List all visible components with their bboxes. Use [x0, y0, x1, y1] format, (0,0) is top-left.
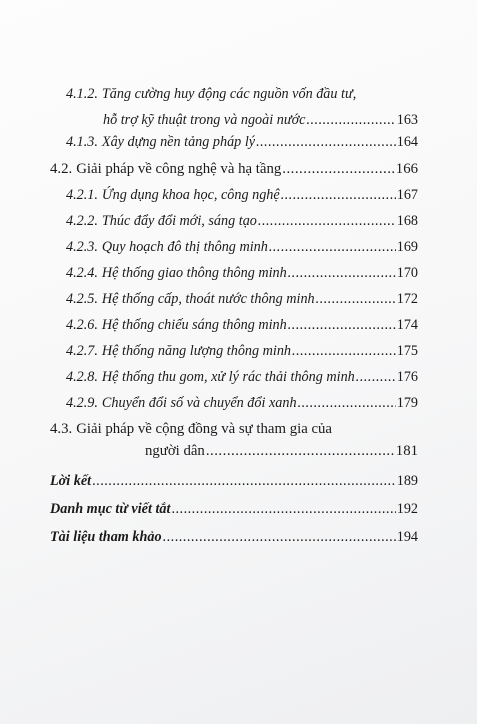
toc-page-number: 164: [396, 134, 418, 150]
toc-page-number: 167: [396, 187, 418, 203]
toc-leader-dots: [282, 159, 395, 179]
toc-number: 4.2.4.: [66, 265, 98, 281]
toc-entry-4-2-4: [66, 257, 418, 283]
toc-number: 4.2.1.: [66, 187, 98, 203]
toc-page-number: 179: [396, 395, 418, 411]
toc-number: 4.2.5.: [66, 291, 98, 307]
toc-number: 4.2.7.: [66, 343, 98, 359]
toc-entry-4-2: [50, 153, 418, 179]
toc-title: Tăng cường huy động các nguồn vốn đầu tư,: [101, 86, 357, 102]
toc-page-number: 175: [396, 343, 418, 359]
toc-number: 4.1.2.: [66, 86, 98, 102]
toc-entry-loi-ket: [50, 465, 418, 491]
toc-number: 4.2.6.: [66, 317, 98, 333]
toc-leader-dots: [316, 289, 396, 309]
toc-entry-4-2-6: [66, 309, 418, 335]
toc-leader-dots: [256, 132, 396, 152]
toc-leader-dots: [292, 341, 396, 361]
toc-entry-4-1-3: [66, 126, 418, 152]
toc-page-number: 172: [396, 291, 418, 307]
toc-page-number: 176: [396, 369, 418, 385]
toc-entry-4-2-9: [66, 387, 418, 413]
toc-page-number: 163: [396, 112, 418, 128]
toc-number: 4.1.3.: [66, 134, 98, 150]
toc-entry-4-2-2: [66, 205, 418, 231]
toc-number: 4.2.9.: [66, 395, 98, 411]
toc-number: 4.2.8.: [66, 369, 98, 385]
toc-leader-dots: [356, 367, 396, 387]
toc-title: Hệ thống năng lượng thông minh: [101, 343, 292, 359]
toc-entry-4-1-2: [66, 78, 418, 130]
toc-page-number: 174: [396, 317, 418, 333]
toc-number: 4.3.: [50, 421, 73, 437]
toc-number: 4.2.: [50, 161, 73, 177]
toc-entry-4-3: [50, 413, 418, 461]
toc-title: Giải pháp về cộng đồng và sự tham gia của: [76, 421, 332, 437]
toc-entry-4-2-5: [66, 283, 418, 309]
toc-page-number: 181: [395, 443, 418, 459]
toc-title: Chuyển đổi số và chuyển đổi xanh: [101, 395, 297, 411]
toc-title: Hệ thống giao thông thông minh: [101, 265, 287, 281]
toc-title: Hệ thống thu gom, xử lý rác thải thông minh: [101, 369, 355, 385]
toc-number: 4.2.3.: [66, 239, 98, 255]
toc-page-number: 192: [396, 501, 418, 517]
toc-leader-dots: [298, 393, 396, 413]
toc-leader-dots: [171, 499, 395, 519]
toc-leader-dots: [269, 237, 396, 257]
toc-page-number: 166: [395, 161, 418, 177]
toc-leader-dots: [288, 315, 396, 335]
toc-entry-4-2-7: [66, 335, 418, 361]
toc-title-continued: hỗ trợ kỹ thuật trong và ngoài nước: [103, 112, 306, 128]
toc-page-number: 170: [396, 265, 418, 281]
toc-page-number: 168: [396, 213, 418, 229]
toc-title: Danh mục từ viết tắt: [50, 501, 171, 517]
toc-title: Giải pháp về công nghệ và hạ tầng: [76, 161, 282, 177]
toc-title: Lời kết: [50, 473, 92, 489]
toc-page-number: 194: [396, 529, 418, 545]
toc-title: Thúc đẩy đổi mới, sáng tạo: [101, 213, 257, 229]
toc-entry-tai-lieu: [50, 521, 418, 547]
toc-leader-dots: [258, 211, 396, 231]
toc-leader-dots: [163, 527, 396, 547]
toc-title: Xây dựng nền tảng pháp lý: [101, 134, 256, 150]
toc-entry-danh-muc: [50, 493, 418, 519]
toc-entry-4-2-8: [66, 361, 418, 387]
toc-leader-dots: [281, 185, 396, 205]
toc-title: Ứng dụng khoa học, công nghệ: [101, 187, 280, 203]
toc-entry-4-2-3: [66, 231, 418, 257]
toc-title-continued: người dân: [145, 443, 205, 459]
toc-page-number: 189: [396, 473, 418, 489]
toc-leader-dots: [288, 263, 396, 283]
toc-page-number: 169: [396, 239, 418, 255]
toc-entry-4-2-1: [66, 179, 418, 205]
toc-title: Hệ thống cấp, thoát nước thông minh: [101, 291, 315, 307]
toc-number: 4.2.2.: [66, 213, 98, 229]
toc-title: Quy hoạch đô thị thông minh: [101, 239, 268, 255]
toc-leader-dots: [206, 441, 395, 461]
toc-title: Hệ thống chiếu sáng thông minh: [101, 317, 287, 333]
toc-title: Tài liệu tham khảo: [50, 529, 162, 545]
toc-leader-dots: [92, 471, 396, 491]
